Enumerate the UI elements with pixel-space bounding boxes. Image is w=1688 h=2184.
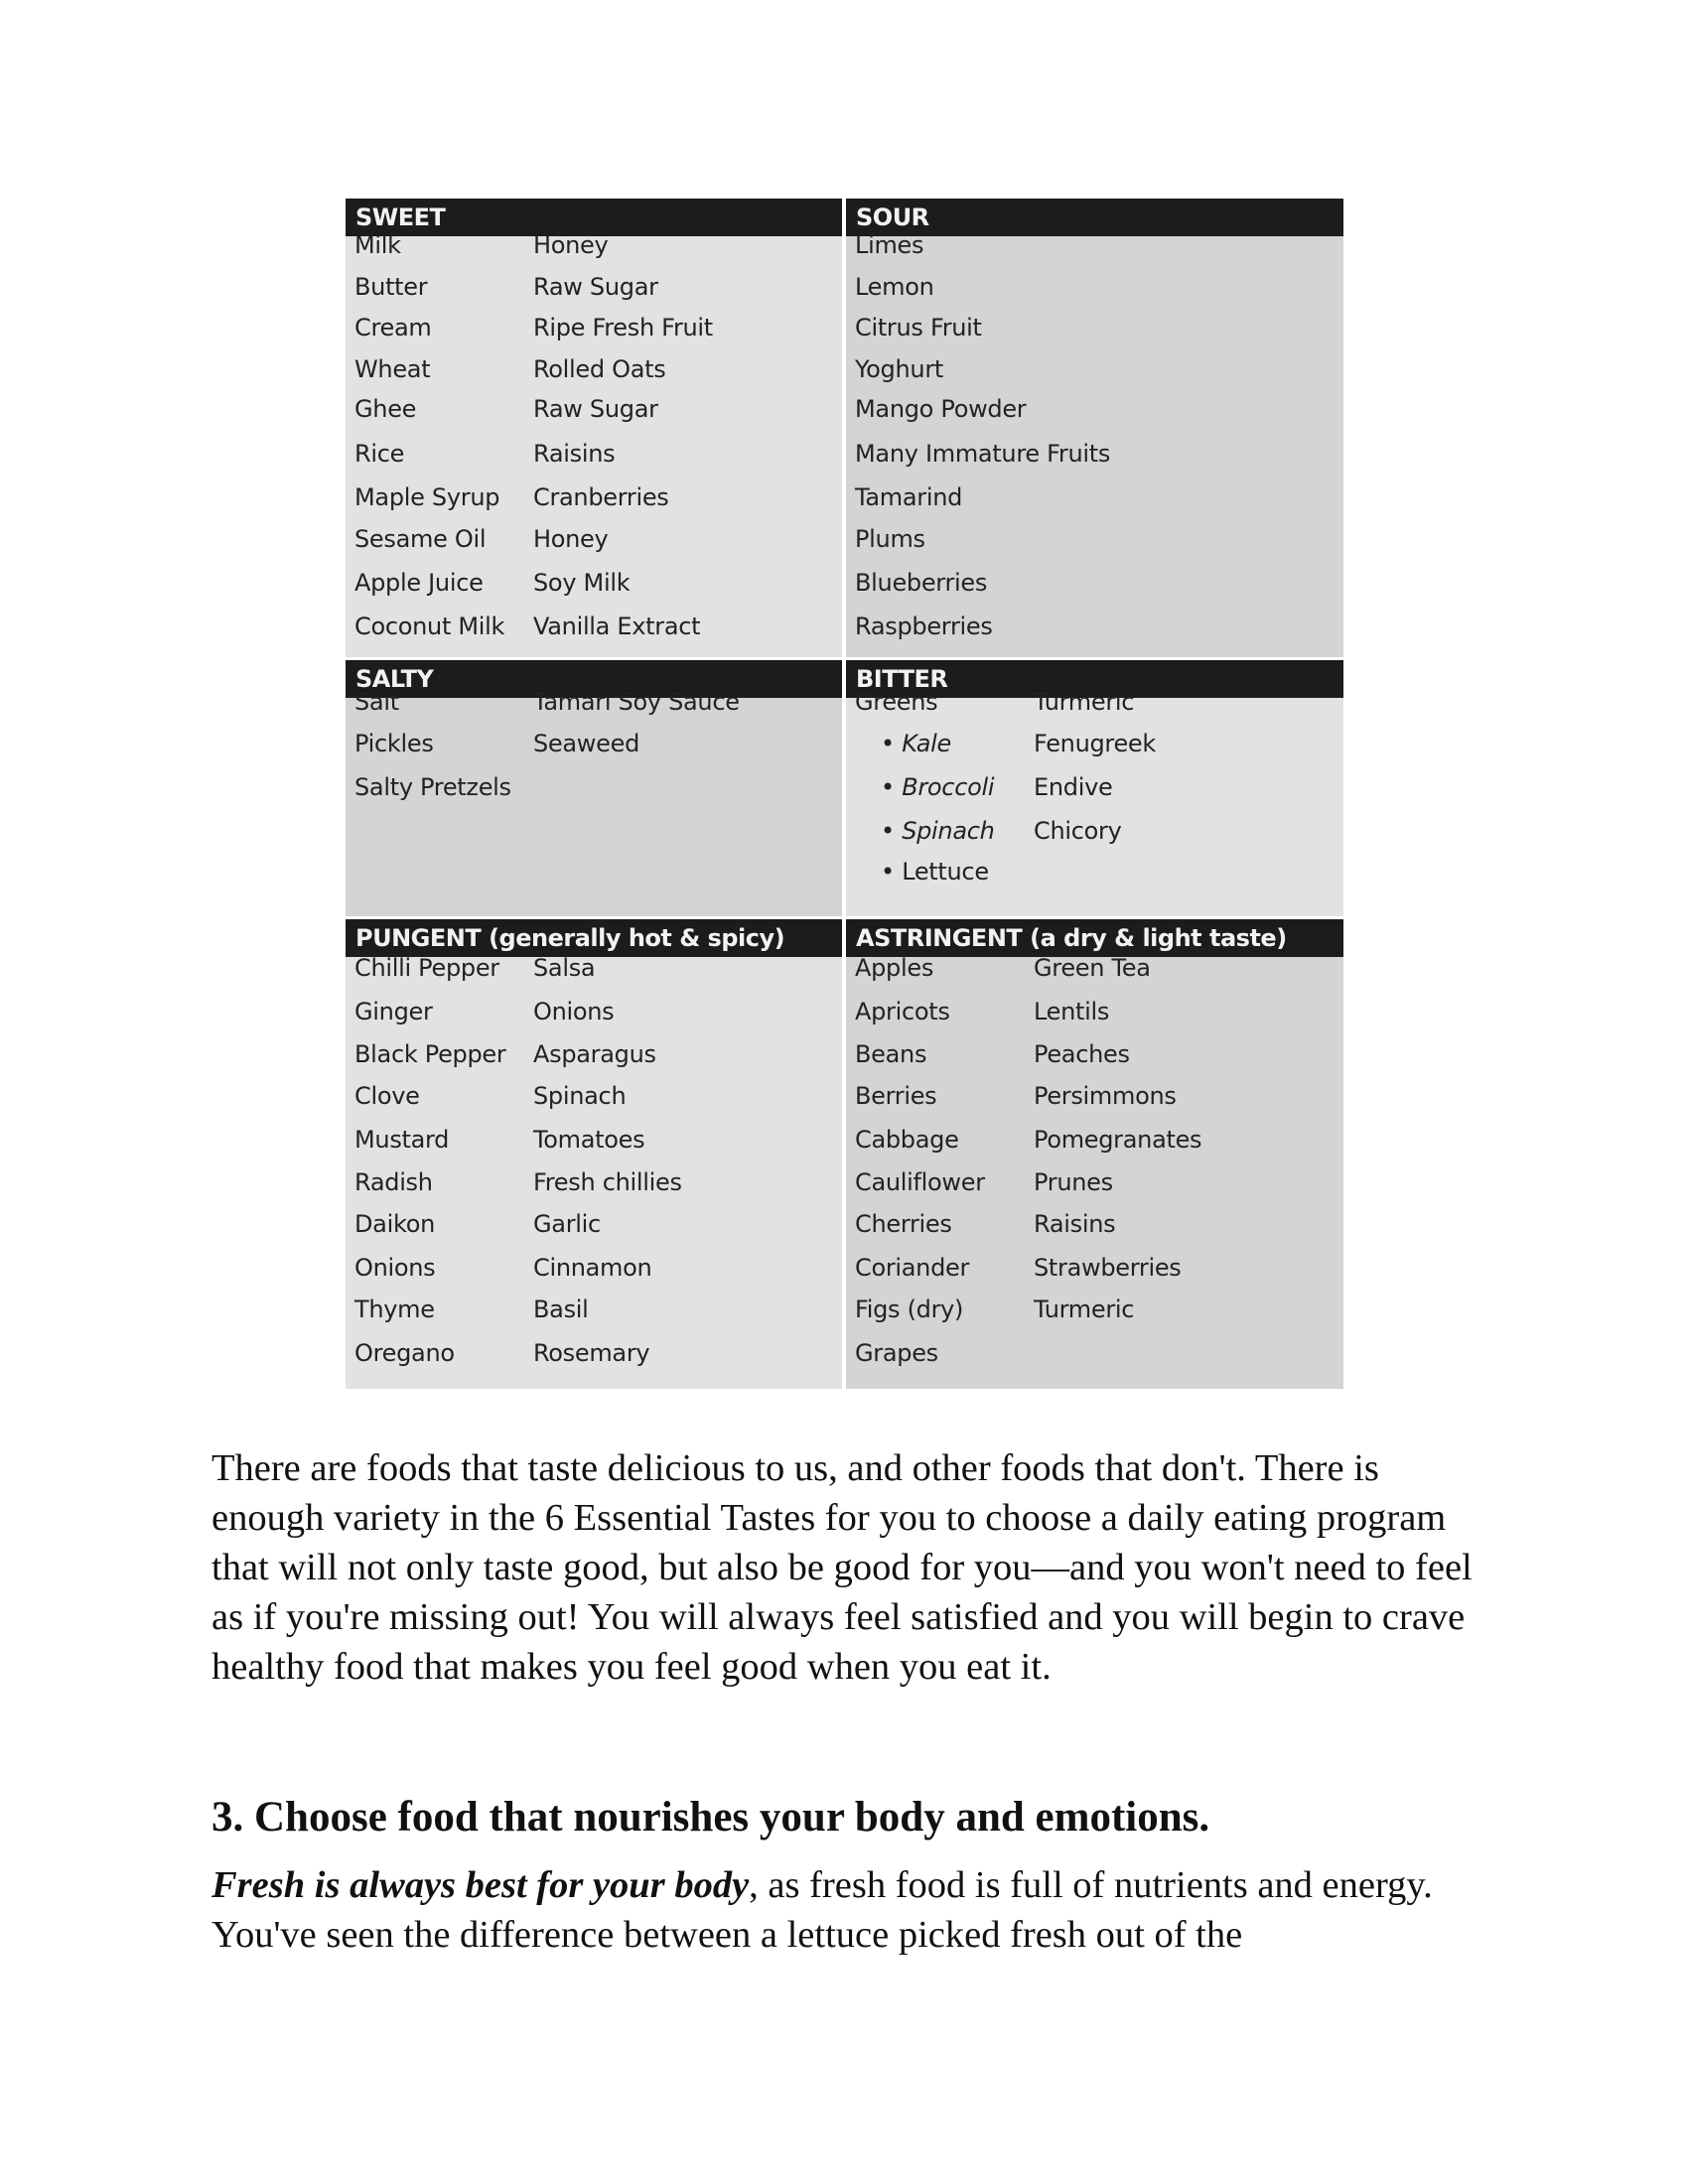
astringent-col2-item: Turmeric [1034,1296,1135,1323]
pungent-col2-item: Onions [533,998,615,1025]
astringent-col2-item: Peaches [1034,1040,1130,1068]
pungent-panel [346,919,842,1389]
fresh-emphasis: Fresh is always best for your body [211,1864,750,1906]
sour-col1-item: Tamarind [855,483,963,511]
pungent-col2-item: Fresh chillies [533,1168,682,1196]
fresh-paragraph-text: , as fresh food is full of nutrients and energy. You've seen the difference between a lettuce picked fresh out of the [211,1864,1433,1956]
astringent-col2-item: Persimmons [1034,1082,1177,1110]
sweet-col1-item: Rice [354,440,405,468]
sweet-col1-item: Ghee [354,395,417,423]
pungent-header: PUNGENT (generally hot & spicy) [346,919,842,957]
bitter-col2-item: Chicory [1034,817,1122,845]
sweet-col2-item: Ripe Fresh Fruit [533,314,713,341]
sour-col1-item: Limes [855,231,924,259]
sour-header: SOUR [846,199,1343,236]
salty-col1-item: Pickles [354,730,434,757]
pungent-col2-item: Rosemary [533,1339,650,1367]
pungent-col1-item: Ginger [354,998,433,1025]
sweet-col2-item: Vanilla Extract [533,613,701,640]
salty-panel [346,660,842,916]
astringent-col1-item: Coriander [855,1254,970,1282]
sweet-col2-item: Raw Sugar [533,395,658,423]
sweet-col2-item: Honey [533,525,609,553]
pungent-col2-item: Basil [533,1296,589,1323]
six-tastes-table [346,199,1343,1389]
sweet-col2-item: Cranberries [533,483,669,511]
astringent-col1-item: Grapes [855,1339,938,1367]
astringent-col1-item: Figs (dry) [855,1296,964,1323]
sour-col1-item: Plums [855,525,925,553]
sweet-col2-item: Honey [533,231,609,259]
sour-col1-item: Mango Powder [855,395,1027,423]
astringent-col1-item: Cauliflower [855,1168,985,1196]
pungent-col2-item: Spinach [533,1082,627,1110]
tastes-paragraph: There are foods that taste delicious to us, and other foods that don't. There is enough variety in the 6 Essential Tastes for you to choose a daily eating program that will not only taste good, but also be good for you—and you won't need to feel as if you're missing out! You will always feel satisfied and you will begin to crave healthy food that makes you feel good when you eat it. [211,1447,1473,1688]
pungent-col2-item: Garlic [533,1210,601,1238]
astringent-col1-item: Beans [855,1040,927,1068]
salty-col1-item: Salty Pretzels [354,773,511,801]
sour-col1-item: Citrus Fruit [855,314,982,341]
sweet-col2-item: Rolled Oats [533,355,666,383]
pungent-col1-item: Mustard [354,1126,450,1154]
astringent-col2-item: Green Tea [1034,954,1151,982]
bitter-col2-item: Turmeric [1034,688,1135,716]
sweet-panel [346,199,842,657]
sour-col1-item: Lemon [855,273,934,301]
salty-col1-item: Salt [354,688,399,716]
bitter-col1-item: • Spinach [881,817,995,845]
astringent-col1-item: Berries [855,1082,937,1110]
astringent-col2-item: Pomegranates [1034,1126,1202,1154]
astringent-col2-item: Strawberries [1034,1254,1182,1282]
sweet-col1-item: Butter [354,273,428,301]
sweet-col2-item: Raisins [533,440,616,468]
salty-col2-item: Tamari Soy Sauce [533,688,740,716]
sweet-col1-item: Milk [354,231,401,259]
pungent-col1-item: Radish [354,1168,433,1196]
bitter-col1-item: Greens [855,688,938,716]
salty-header: SALTY [346,660,842,698]
sweet-col1-item: Coconut Milk [354,613,505,640]
bitter-col1-item: • Lettuce [881,858,989,886]
pungent-col1-item: Chilli Pepper [354,954,499,982]
bitter-col1-item: • Broccoli [881,773,994,801]
sweet-col2-item: Raw Sugar [533,273,658,301]
body-text [211,1443,1482,1692]
pungent-col1-item: Clove [354,1082,420,1110]
bitter-col2-item: Fenugreek [1034,730,1156,757]
bitter-col2-item: Endive [1034,773,1113,801]
pungent-col1-item: Onions [354,1254,436,1282]
sweet-col1-item: Apple Juice [354,569,484,597]
sour-panel [846,199,1343,657]
pungent-col2-item: Tomatoes [533,1126,645,1154]
astringent-col2-item: Lentils [1034,998,1110,1025]
astringent-col1-item: Cabbage [855,1126,959,1154]
sour-col1-item: Many Immature Fruits [855,440,1111,468]
astringent-col2-item: Prunes [1034,1168,1113,1196]
pungent-col2-item: Salsa [533,954,596,982]
astringent-panel [846,919,1343,1389]
astringent-col1-item: Apricots [855,998,950,1025]
astringent-col1-item: Cherries [855,1210,952,1238]
sweet-col1-item: Sesame Oil [354,525,487,553]
astringent-col2-item: Raisins [1034,1210,1116,1238]
sour-col1-item: Raspberries [855,613,993,640]
sweet-col2-item: Soy Milk [533,569,631,597]
pungent-col1-item: Black Pepper [354,1040,506,1068]
salty-col2-item: Seaweed [533,730,640,757]
sweet-col1-item: Maple Syrup [354,483,500,511]
fresh-food-paragraph [211,1860,1492,1960]
pungent-col2-item: Asparagus [533,1040,656,1068]
astringent-col1-item: Apples [855,954,934,982]
sour-col1-item: Blueberries [855,569,988,597]
bitter-header: BITTER [846,660,1343,698]
section-heading: 3. Choose food that nourishes your body and emotions. [211,1794,1210,1841]
pungent-col1-item: Daikon [354,1210,435,1238]
sweet-col1-item: Cream [354,314,432,341]
pungent-col2-item: Cinnamon [533,1254,652,1282]
sweet-col1-item: Wheat [354,355,431,383]
pungent-col1-item: Oregano [354,1339,455,1367]
astringent-header: ASTRINGENT (a dry & light taste) [846,919,1343,957]
sour-col1-item: Yoghurt [855,355,943,383]
sweet-header: SWEET [346,199,842,236]
bitter-col1-item: • Kale [881,730,951,757]
pungent-col1-item: Thyme [354,1296,435,1323]
bitter-panel [846,660,1343,916]
